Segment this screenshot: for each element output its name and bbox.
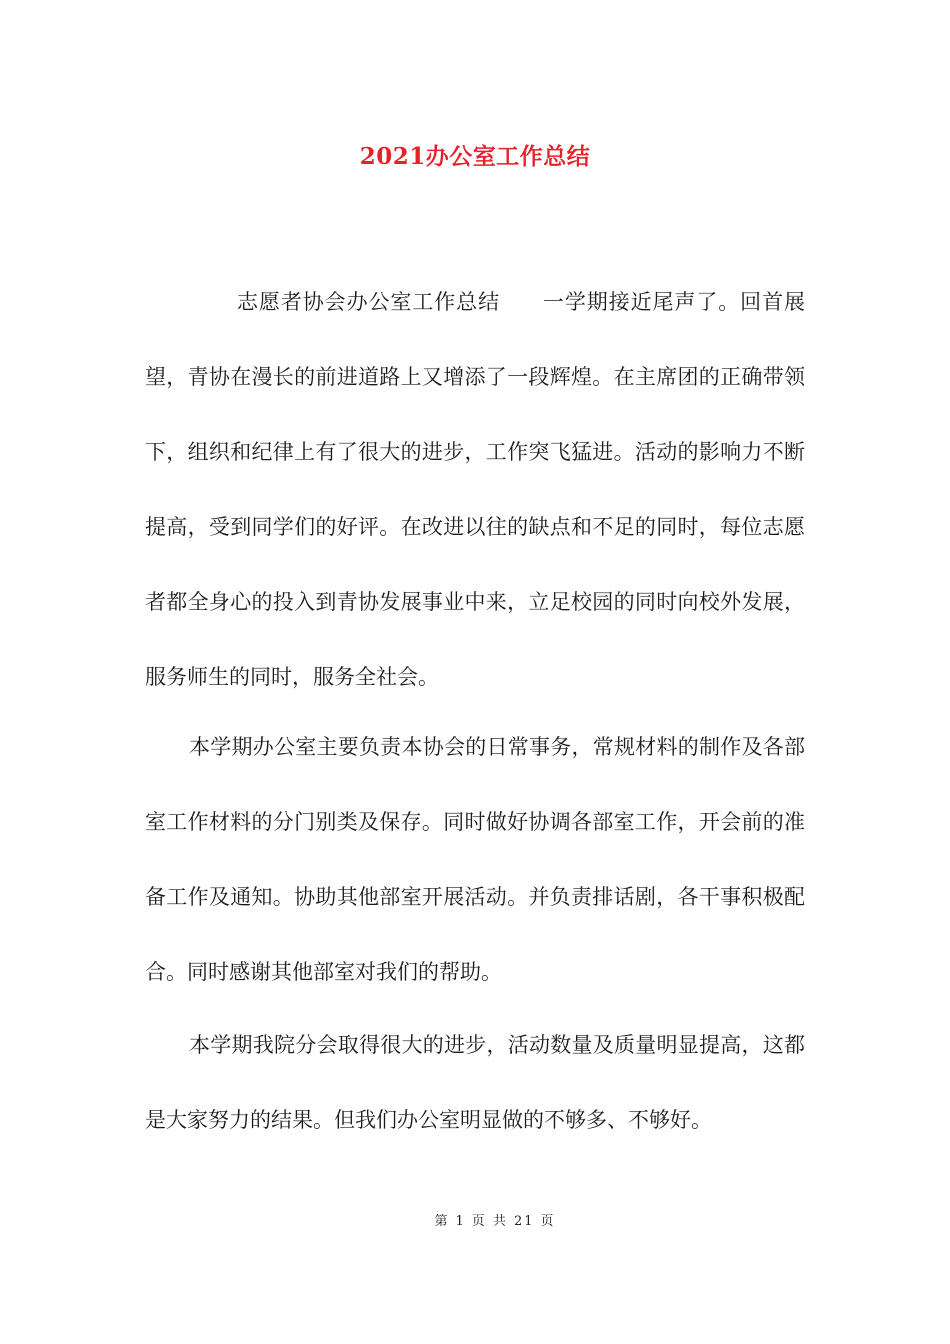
paragraph-3-text: 本学期我院分会取得很大的进步，活动数量及质量明显提高，这都是大家努力的结果。但我们办公室明显做的不够多、不够好。 <box>145 1033 805 1132</box>
page-footer <box>0 1210 950 1229</box>
paragraph-3 <box>145 1008 805 1158</box>
footer-total-pages: 21 <box>513 1214 535 1229</box>
document-title: 2021办公室工作总结 <box>359 143 591 170</box>
footer-prefix: 第 <box>434 1214 450 1229</box>
paragraph-1-text: 一学期接近尾声了。回首展望，青协在漫长的前进道路上又增添了一段辉煌。在主席团的正确带领下，组织和纪律上有了很大的进步，工作突飞猛进。活动的影响力不断提高，受到同学们的好评。在改进以往的缺点和不足的同时，每位志愿者都全身心的投入到青协发展事业中来，立足校园的同时向校外发展，服务师生的同时，服务全社会。 <box>145 290 805 689</box>
footer-suffix: 页 <box>540 1214 556 1229</box>
paragraph-2 <box>145 710 805 1010</box>
footer-page-number: 1 <box>455 1214 466 1229</box>
paragraph-1 <box>145 265 805 715</box>
footer-middle: 页 共 <box>471 1214 508 1229</box>
paragraph-2-text: 本学期办公室主要负责本协会的日常事务，常规材料的制作及各部室工作材料的分门别类及保存。同时做好协调各部室工作，开会前的准备工作及通知。协助其他部室开展活动。并负责排话剧，各干事积极配合。同时感谢其他部室对我们的帮助。 <box>145 735 805 984</box>
paragraph-1-heading: 志愿者协会办公室工作总结 <box>237 290 500 314</box>
